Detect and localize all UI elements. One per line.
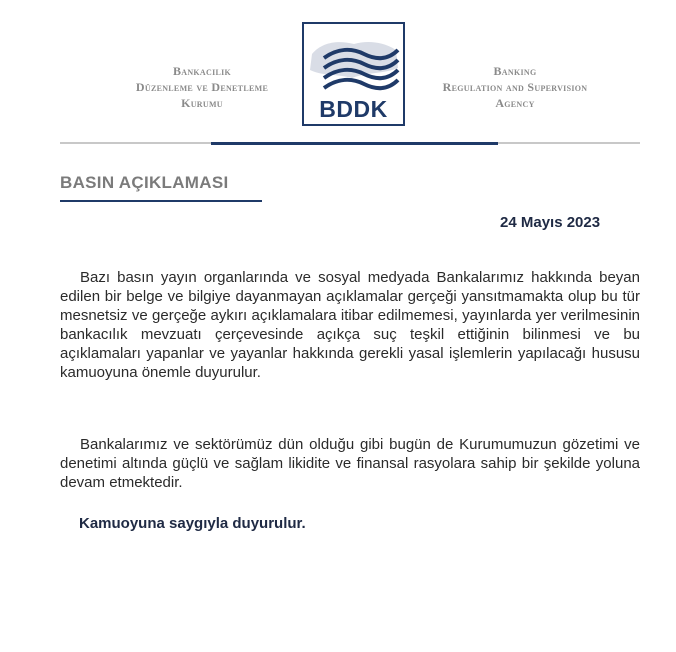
closing-statement: Kamuoyuna saygıyla duyurulur. [79, 515, 306, 532]
agency-name-english-line-3: Agency [495, 96, 535, 110]
bddk-logo [302, 22, 405, 126]
agency-name-english-line-2: Regulation and Supervision [442, 80, 588, 94]
document-date: 24 Mayıs 2023 [500, 214, 601, 231]
agency-name-turkish-line-3: Kurumu [181, 96, 223, 110]
agency-name-turkish [104, 63, 300, 111]
logo-wordmark: BDDK [319, 96, 388, 122]
header-divider-accent [211, 142, 498, 145]
agency-name-english-line-1: Banking [493, 64, 537, 78]
agency-name-turkish-line-1: Bankacılık [172, 64, 232, 78]
agency-name-turkish-line-2: Düzenleme ve Denetleme [135, 80, 269, 94]
title-underline [60, 200, 262, 202]
body-paragraph-1: Bazı basın yayın organlarında ve sosyal medyada Bankalarımız hakkında beyan edilen bir belge ve bilgiye dayanmayan açıklamalar gerçeği yansıtmamakta olup bu tür mesnetsiz ve gerçeğe aykırı açıklamalara itibar edilmemesi, yayınlarda yer verilmesinin bankacılık mevzuatı çerçevesinde açıkça suç teşkil ettiğinin bilinmesi ve bu açıklamaları yapanlar ve yayanlar hakkında gerekli yasal işlemlerin yapılacağı hususu kamuoyuna önemle duyurulur. [60, 269, 640, 381]
document-title: BASIN AÇIKLAMASI [60, 173, 229, 192]
body-paragraph-2: Bankalarımız ve sektörümüz dün olduğu gibi bugün de Kurumumuzun gözetimi ve denetimi altında güçlü ve sağlam likidite ve finansal rasyolara sahip bir şekilde yoluna devam etmektedir. [60, 436, 640, 491]
agency-name-english [408, 63, 622, 111]
